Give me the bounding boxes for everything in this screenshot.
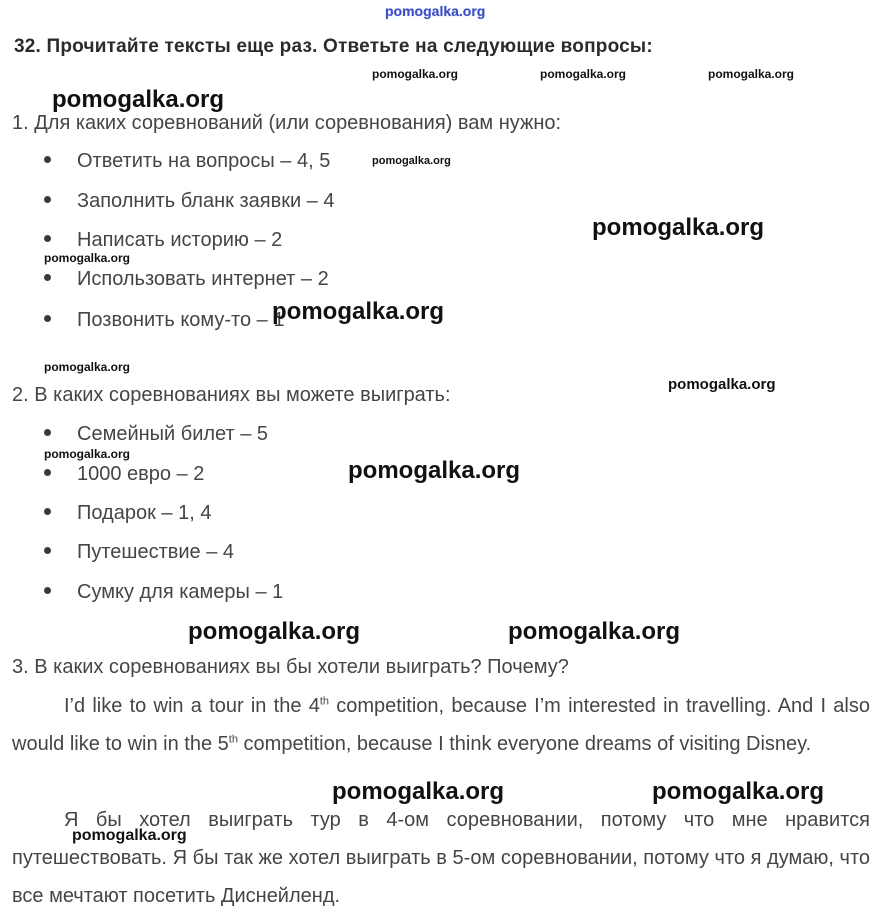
watermark-text: pomogalka.org [348,457,521,484]
list-item: Написать историю – 2 [44,229,282,252]
bullet-icon [44,429,51,436]
watermark-text: pomogalka.org [44,360,131,374]
watermark-text: pomogalka.org [592,214,765,241]
bullet-icon [44,547,51,554]
answer-russian: Я бы хотел выиграть тур в 4-ом соревновании, потому что мне нравится путешествовать. Я бы так же хотел выиграть в 5-ом соревновании, потому что я думаю, что все мечтают посетить Диснейленд. [12,809,870,907]
list-item: Использовать интернет – 2 [44,268,329,291]
list-item: 1000 евро – 2 [44,463,204,486]
watermark-text: pomogalka.org [652,778,825,805]
header-watermark: pomogalka.org [385,3,486,19]
answer-english: I’d like to win a tour in the 4th competition, because I’m interested in travelling. And I also would like to win in the 5th competition, because I think everyone dreams of visiting Disney. [12,695,871,755]
bullet-icon [44,469,51,476]
list-item: Сумку для камеры – 1 [44,581,283,604]
watermark-text: pomogalka.org [272,298,445,325]
list-item: Семейный билет – 5 [44,423,268,446]
exercise-title: 32. Прочитайте тексты еще раз. Ответьте на следующие вопросы: [14,36,653,57]
watermark-text: pomogalka.org [332,778,505,805]
watermark-text: pomogalka.org [372,155,451,167]
question-3: 3. В каких соревнованиях вы бы хотели выиграть? Почему? [12,656,569,678]
bullet-icon [44,274,51,281]
watermark-text: pomogalka.org [72,827,187,844]
question-1: 1. Для каких соревнований (или соревнования) вам нужно: [12,112,562,134]
watermark-text: pomogalka.org [708,67,795,81]
bullet-icon [44,587,51,594]
list-item: Ответить на вопросы – 4, 5 [44,150,330,173]
watermark-text: pomogalka.org [44,251,131,265]
watermark-text: pomogalka.org [372,67,459,81]
watermark-text: pomogalka.org [540,67,627,81]
list-item: Позвонить кому-то – 1 [44,309,284,332]
bullet-icon [44,156,51,163]
question-2: 2. В каких соревнованиях вы можете выиграть: [12,384,451,406]
watermark-text: pomogalka.org [44,447,131,461]
bullet-icon [44,315,51,322]
list-item: Заполнить бланк заявки – 4 [44,190,334,213]
list-item: Подарок – 1, 4 [44,502,211,525]
bullet-icon [44,196,51,203]
list-item: Путешествие – 4 [44,541,234,564]
watermark-text: pomogalka.org [668,376,776,393]
watermark-text: pomogalka.org [188,618,361,645]
watermark-text: pomogalka.org [52,86,225,113]
bullet-icon [44,235,51,242]
bullet-icon [44,508,51,515]
watermark-text: pomogalka.org [508,618,681,645]
